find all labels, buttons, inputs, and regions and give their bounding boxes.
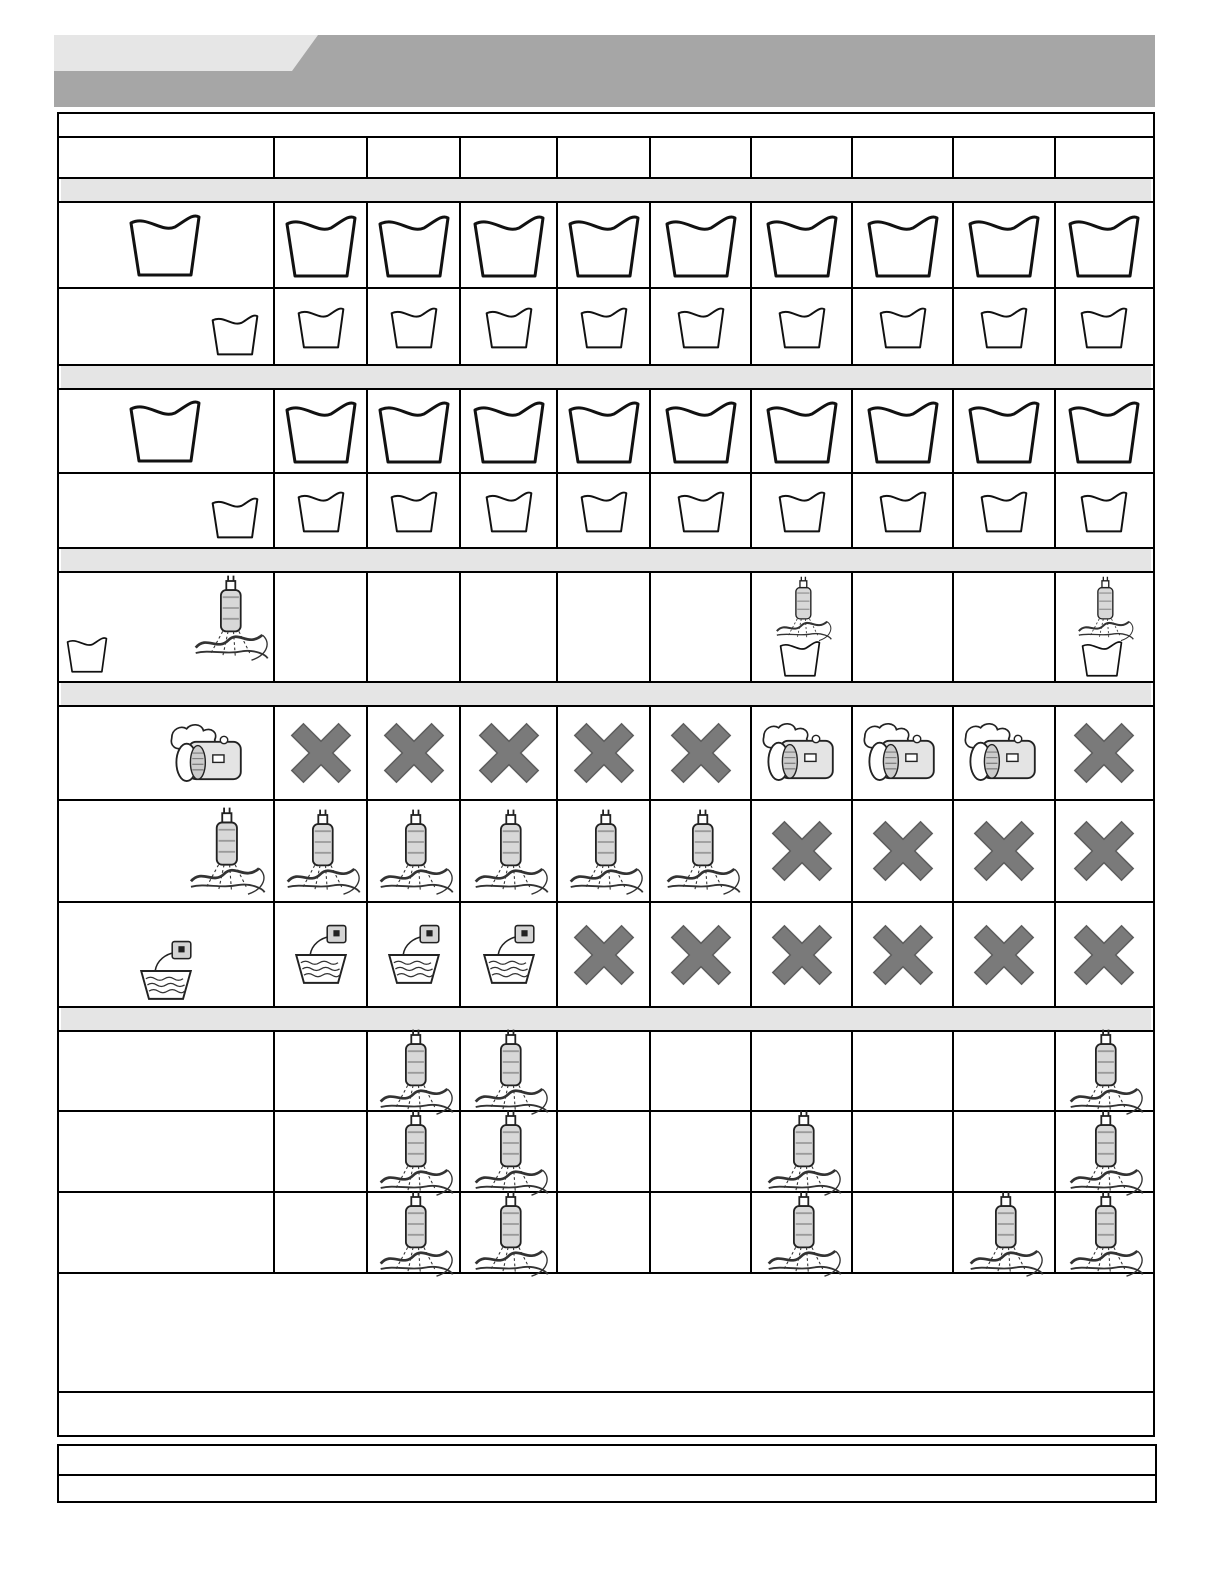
foam-icon bbox=[751, 706, 852, 800]
tub-sm-icon bbox=[557, 473, 650, 548]
cross-icon bbox=[852, 902, 953, 1007]
spray-icon bbox=[460, 1192, 557, 1273]
tub-sm-icon bbox=[751, 473, 852, 548]
empty-cell bbox=[274, 1111, 367, 1192]
bucket-icon bbox=[460, 902, 557, 1007]
tub-icon bbox=[953, 389, 1055, 473]
cross-icon bbox=[274, 706, 367, 800]
spray-icon bbox=[650, 800, 751, 902]
cross-icon bbox=[557, 706, 650, 800]
empty-cell bbox=[650, 1192, 751, 1273]
spray-icon bbox=[557, 800, 650, 902]
spray-tub-icon bbox=[1055, 572, 1153, 682]
tub-icon bbox=[852, 202, 953, 288]
spray-icon bbox=[751, 1111, 852, 1192]
section-band bbox=[61, 365, 1151, 389]
tub-icon bbox=[852, 389, 953, 473]
tub-icon bbox=[460, 202, 557, 288]
spray-and-tub-icon bbox=[59, 572, 274, 682]
empty-cell bbox=[274, 572, 367, 682]
empty-cell bbox=[953, 572, 1055, 682]
tub-sm-icon bbox=[367, 288, 460, 365]
cross-icon bbox=[1055, 902, 1153, 1007]
tub-sm-icon bbox=[852, 473, 953, 548]
cross-icon bbox=[852, 800, 953, 902]
tub-sm-icon bbox=[751, 288, 852, 365]
cross-icon bbox=[557, 902, 650, 1007]
wash-tub-small-icon bbox=[59, 473, 274, 548]
cross-icon bbox=[460, 706, 557, 800]
tub-icon bbox=[650, 202, 751, 288]
tub-sm-icon bbox=[650, 473, 751, 548]
bucket-icon bbox=[367, 902, 460, 1007]
empty-cell bbox=[852, 572, 953, 682]
spray-icon bbox=[1055, 1192, 1153, 1273]
tub-icon bbox=[1055, 202, 1153, 288]
cross-icon bbox=[953, 800, 1055, 902]
spray-icon bbox=[1055, 1111, 1153, 1192]
empty-cell bbox=[650, 572, 751, 682]
cross-icon bbox=[1055, 706, 1153, 800]
footer-table bbox=[57, 1444, 1157, 1503]
tub-icon bbox=[367, 202, 460, 288]
section-band bbox=[61, 682, 1151, 706]
section-band bbox=[61, 1007, 1151, 1031]
cross-icon bbox=[751, 800, 852, 902]
foam-icon bbox=[953, 706, 1055, 800]
tub-icon bbox=[751, 202, 852, 288]
tub-sm-icon bbox=[460, 473, 557, 548]
row-label-cell bbox=[59, 1111, 274, 1192]
empty-cell bbox=[557, 572, 650, 682]
spray-icon bbox=[367, 1111, 460, 1192]
spray-icon bbox=[367, 800, 460, 902]
empty-cell bbox=[852, 1031, 953, 1111]
tub-icon bbox=[650, 389, 751, 473]
empty-cell bbox=[274, 1031, 367, 1111]
spray-bottle-icon bbox=[59, 800, 274, 902]
tub-icon bbox=[460, 389, 557, 473]
cross-icon bbox=[751, 902, 852, 1007]
spray-icon bbox=[751, 1192, 852, 1273]
soak-bucket-icon bbox=[59, 902, 274, 1007]
cross-icon bbox=[1055, 800, 1153, 902]
empty-cell bbox=[852, 1192, 953, 1273]
tub-sm-icon bbox=[953, 473, 1055, 548]
spray-icon bbox=[460, 800, 557, 902]
spray-icon bbox=[367, 1192, 460, 1273]
row-label-cell bbox=[59, 1192, 274, 1273]
cross-icon bbox=[367, 706, 460, 800]
empty-cell bbox=[557, 1031, 650, 1111]
tub-icon bbox=[367, 389, 460, 473]
tub-icon bbox=[557, 202, 650, 288]
spray-icon bbox=[953, 1192, 1055, 1273]
spray-icon bbox=[460, 1031, 557, 1111]
empty-cell bbox=[650, 1111, 751, 1192]
tub-sm-icon bbox=[852, 288, 953, 365]
section-band bbox=[61, 548, 1151, 572]
tub-icon bbox=[751, 389, 852, 473]
comparison-table bbox=[57, 112, 1155, 1437]
tub-sm-icon bbox=[274, 288, 367, 365]
foam-cannon-icon bbox=[59, 706, 274, 800]
tub-sm-icon bbox=[367, 473, 460, 548]
empty-cell bbox=[751, 1031, 852, 1111]
spray-tub-icon bbox=[751, 572, 852, 682]
bucket-icon bbox=[274, 902, 367, 1007]
empty-cell bbox=[852, 1111, 953, 1192]
row-label-cell bbox=[59, 1031, 274, 1111]
tub-sm-icon bbox=[650, 288, 751, 365]
spray-icon bbox=[274, 800, 367, 902]
empty-cell bbox=[460, 572, 557, 682]
empty-cell bbox=[650, 1031, 751, 1111]
empty-cell bbox=[274, 1192, 367, 1273]
tub-icon bbox=[274, 389, 367, 473]
spray-icon bbox=[460, 1111, 557, 1192]
wash-tub-small-icon bbox=[59, 288, 274, 365]
footer-divider bbox=[59, 1474, 1155, 1476]
tub-sm-icon bbox=[274, 473, 367, 548]
empty-cell bbox=[953, 1031, 1055, 1111]
tub-icon bbox=[1055, 389, 1153, 473]
section-band bbox=[61, 178, 1151, 202]
header-banner bbox=[54, 35, 1155, 107]
tub-sm-icon bbox=[953, 288, 1055, 365]
cross-icon bbox=[650, 706, 751, 800]
tub-sm-icon bbox=[1055, 288, 1153, 365]
tub-icon bbox=[274, 202, 367, 288]
spray-icon bbox=[367, 1031, 460, 1111]
tub-sm-icon bbox=[460, 288, 557, 365]
wash-tub-large-icon bbox=[59, 202, 274, 288]
wash-tub-large-icon bbox=[59, 389, 274, 473]
spray-icon bbox=[1055, 1031, 1153, 1111]
foam-icon bbox=[852, 706, 953, 800]
tub-sm-icon bbox=[557, 288, 650, 365]
cross-icon bbox=[650, 902, 751, 1007]
empty-cell bbox=[953, 1111, 1055, 1192]
cross-icon bbox=[953, 902, 1055, 1007]
tub-icon bbox=[953, 202, 1055, 288]
empty-cell bbox=[557, 1192, 650, 1273]
empty-cell bbox=[367, 572, 460, 682]
empty-cell bbox=[557, 1111, 650, 1192]
tub-icon bbox=[557, 389, 650, 473]
tub-sm-icon bbox=[1055, 473, 1153, 548]
